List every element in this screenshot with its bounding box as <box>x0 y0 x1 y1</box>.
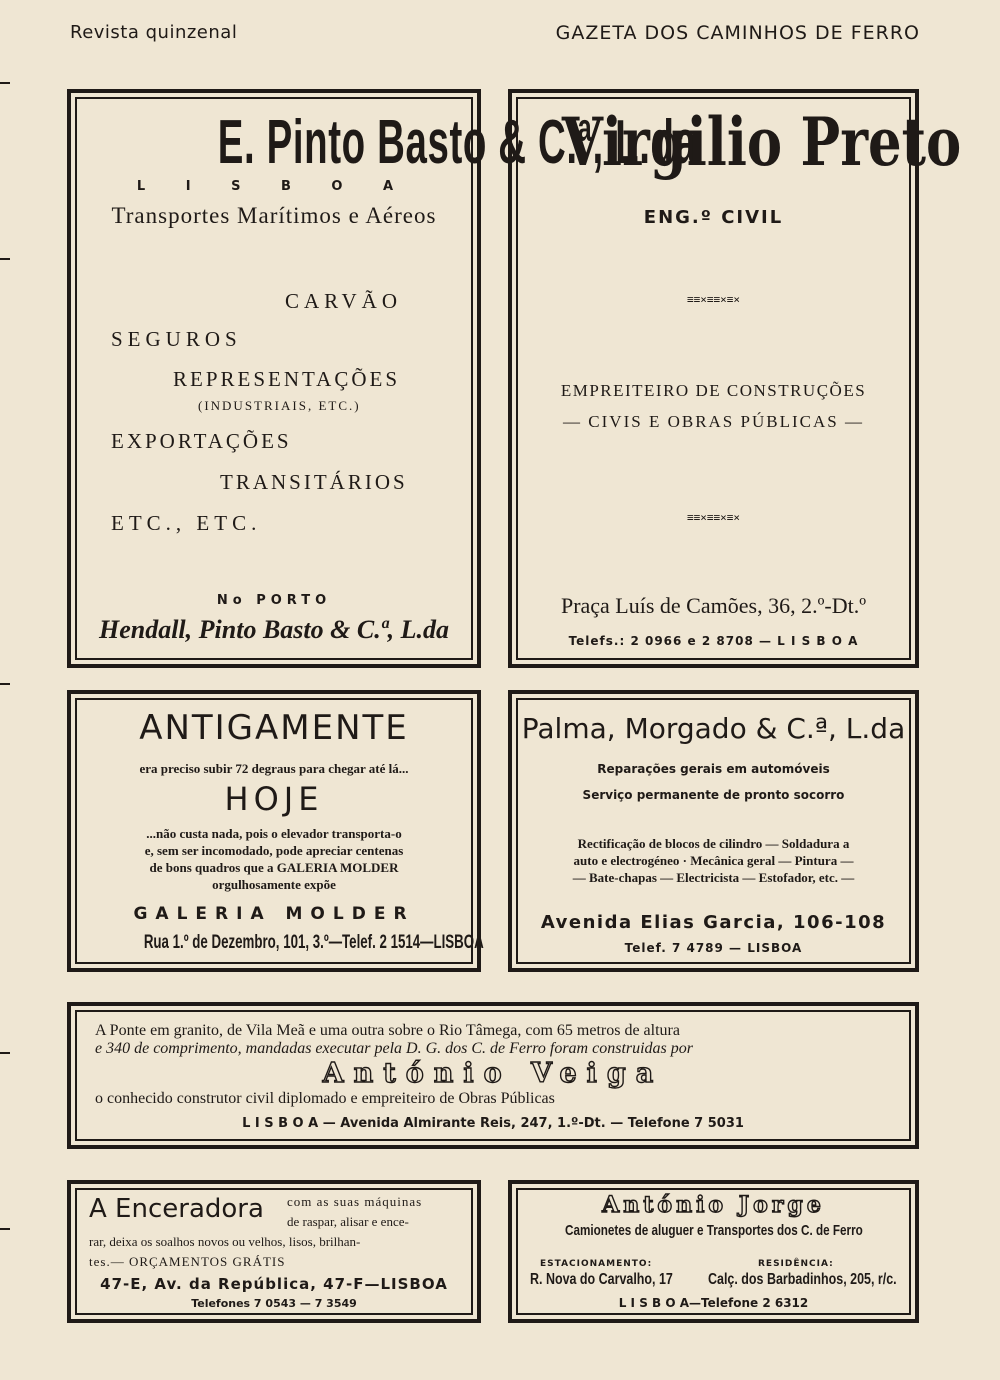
ornament-divider: ≡≡×≡≡×≡× <box>687 293 740 306</box>
footer: L I S B O A—Telefone 2 6312 <box>618 1296 809 1310</box>
service-line: EMPREITEIRO DE CONSTRUÇÕES <box>560 381 867 400</box>
address: Avenida Elias Garcia, 106-108 <box>540 912 887 933</box>
address-parking: R. Nova do Carvalho, 17 <box>530 1271 673 1288</box>
service-item: SEGUROS <box>111 327 242 351</box>
address: 47-E, Av. da República, 47-F—LISBOA <box>100 1275 448 1293</box>
service-item: CARVÃO <box>285 289 402 313</box>
tagline: Camionetes de aluguer e Transportes dos C. de Ferro <box>564 1222 863 1239</box>
address: Praça Luís de Camões, 36, 2.º-Dt.º <box>560 593 867 618</box>
service-line: — CIVIS E OBRAS PÚBLICAS — <box>563 412 864 431</box>
porto-label: No PORTO <box>216 593 332 608</box>
address: Rua 1.º de Dezembro, 101, 3.º—Telef. 2 1514—LISBOA <box>143 932 484 953</box>
company-name: António Jorge <box>602 1192 825 1218</box>
company-name: A Enceradora <box>89 1194 264 1224</box>
company-name: Virgilio Preto <box>561 103 962 181</box>
body-line: com as suas máquinas <box>287 1194 423 1209</box>
phones: Telefs.: 2 0966 e 2 8708 — L I S B O A <box>568 634 859 648</box>
binding-mark <box>0 82 10 84</box>
company-name: E. Pinto Basto & C.ª, L.da <box>217 108 697 177</box>
ad-palma-morgado <box>508 690 919 972</box>
address: L I S B O A — Avenida Almirante Reis, 247, 1.º-Dt. — Telefone 7 5031 <box>242 1116 744 1131</box>
tagline: Transportes Marítimos e Aéreos <box>111 203 437 228</box>
binding-mark <box>0 1052 10 1054</box>
body-line: rar, deixa os soalhos novos ou velhos, lisos, brilhan- <box>89 1234 361 1249</box>
body-line: auto e electrogéneo · Mecânica geral — Pintura — <box>573 853 854 868</box>
body-line: orgulhosamente expõe <box>212 877 336 892</box>
service-note: (INDUSTRIAIS, ETC.) <box>198 398 361 413</box>
ad-virgilio-preto <box>508 89 962 668</box>
body-line: o conhecido construtor civil diplomado e empreiteiro de Obras Públicas <box>95 1090 555 1107</box>
headline-today: HOJE <box>224 780 324 818</box>
service-item: EXPORTAÇÕES <box>111 429 292 453</box>
ad-antonio-jorge <box>508 1180 919 1323</box>
body-line: Rectificação de blocos de cilindro — Soldadura a <box>577 836 850 851</box>
ornament-divider: ≡≡×≡≡×≡× <box>687 511 740 524</box>
body-line: de raspar, alisar e ence- <box>287 1214 409 1229</box>
subline: era preciso subir 72 degraus para chegar até lá... <box>139 761 409 776</box>
label-parking: ESTACIONAMENTO: <box>540 1259 653 1269</box>
company-name: Palma, Morgado & C.ª, L.da <box>521 712 906 745</box>
magazine-frequency: Revista quinzenal <box>70 22 238 43</box>
address-residence: Calç. dos Barbadinhos, 205, r/c. <box>708 1271 897 1288</box>
ad-antonio-veiga <box>67 1002 919 1149</box>
service-item: ETC., ETC. <box>111 511 262 535</box>
gallery-name: GALERIA MOLDER <box>133 904 415 924</box>
binding-mark <box>0 258 10 260</box>
body-line: e, sem ser incomodado, pode apreciar centenas <box>144 843 404 858</box>
body-line: A Ponte em granito, de Vila Meã e uma outra sobre o Rio Tâmega, com 65 metros de altura <box>95 1022 680 1039</box>
phone: Telef. 7 4789 — LISBOA <box>624 941 803 955</box>
body-line: e 340 de comprimento, mandadas executar pela D. G. dos C. de Ferro foram construidas por <box>95 1040 694 1057</box>
label-residence: RESIDÊNCIA: <box>758 1259 834 1269</box>
body-line: — Bate-chapas — Electricista — Estofador, etc. — <box>572 870 855 885</box>
ad-galeria-molder <box>67 690 484 972</box>
builder-name: António Veiga <box>322 1058 664 1089</box>
body-line: tes.— ORÇAMENTOS GRÁTIS <box>89 1254 286 1269</box>
service-item: TRANSITÁRIOS <box>220 470 408 494</box>
body-line: ...não custa nada, pois o elevador transporta-o <box>146 826 402 841</box>
city-label: L I S B O A <box>136 179 412 194</box>
porto-company: Hendall, Pinto Basto & C.ª, L.da <box>98 615 449 644</box>
professional-title: ENG.º CIVIL <box>643 207 784 228</box>
headline: ANTIGAMENTE <box>139 708 409 748</box>
magazine-title: GAZETA DOS CAMINHOS DE FERRO <box>555 22 920 44</box>
ad-pinto-basto <box>67 89 697 668</box>
binding-mark <box>0 1228 10 1230</box>
binding-mark <box>0 683 10 685</box>
body-line: de bons quadros que a GALERIA MOLDER <box>149 860 399 875</box>
phones: Telefones 7 0543 — 7 3549 <box>191 1297 357 1310</box>
service-line: Serviço permanente de pronto socorro <box>582 788 845 802</box>
service-line: Reparações gerais em automóveis <box>597 762 830 776</box>
service-item: REPRESENTAÇÕES <box>173 367 401 391</box>
ad-enceradora <box>67 1180 481 1323</box>
